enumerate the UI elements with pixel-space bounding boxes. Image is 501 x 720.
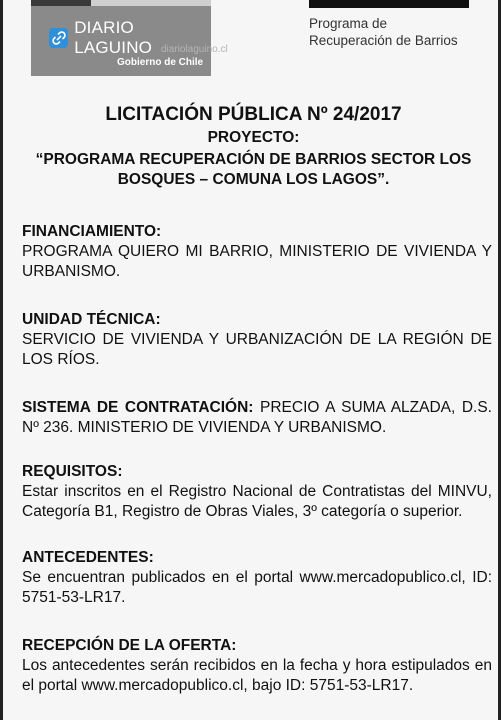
section-body: Estar inscritos en el Registro Nacional de Contratistas del MINVU, Categoría B1, Registro de Obras Viales, 3º categoría o superior.	[22, 483, 492, 520]
section-sistema-contratacion	[22, 398, 492, 438]
program-logo	[309, 15, 458, 49]
section-heading: RECEPCIÓN DE LA OFERTA:	[22, 637, 237, 654]
section-heading: REQUISITOS:	[22, 463, 123, 480]
project-name	[23, 150, 484, 190]
section-heading: SISTEMA DE CONTRATACIÓN:	[22, 399, 254, 416]
program-logo-line: Recuperación de Barrios	[309, 33, 458, 48]
document-title: LICITACIÓN PÚBLICA Nº 24/2017	[105, 104, 402, 125]
section-antecedentes	[22, 548, 492, 608]
section-body: PROGRAMA QUIERO MI BARRIO, MINISTERIO DE VIVIENDA Y URBANISMO.	[22, 243, 492, 280]
section-heading: UNIDAD TÉCNICA:	[22, 311, 161, 328]
section-financiamiento	[22, 222, 492, 282]
program-logo-bar	[309, 0, 469, 8]
section-text: PRECIO A SUMA ALZADA, D.S. Nº 236. MINISTERIO DE VIVIENDA Y URBANISMO.	[22, 399, 492, 436]
logo-stripe	[31, 0, 91, 6]
section-heading: ANTECEDENTES:	[22, 549, 154, 566]
section-body: SERVICIO DE VIVIENDA Y URBANIZACIÓN DE LA REGIÓN DE LOS RÍOS.	[22, 331, 492, 368]
section-heading: FINANCIAMIENTO:	[22, 223, 162, 240]
project-name-line: BOSQUES – COMUNA LOS LAGOS”.	[117, 171, 390, 188]
section-body: Se encuentran publicados en el portal www.mercadopublico.cl, ID: 5751-53-LR17.	[22, 569, 492, 606]
section-recepcion	[22, 636, 492, 696]
section-unidad-tecnica	[22, 310, 492, 370]
logo-stripe	[91, 0, 211, 6]
document-subtitle: PROYECTO:	[207, 129, 300, 146]
section-body	[22, 398, 492, 438]
section-requisitos	[22, 462, 492, 522]
link-icon	[49, 28, 68, 48]
watermark-url: diariolaguino.cl	[161, 44, 228, 55]
brand-text: DIARIO LAGUINO	[74, 18, 153, 57]
section-body: Los antecedentes serán recibidos en la fecha y hora estipulados en el portal www.mercadopublico.cl, bajo ID: 5751-53-LR17.	[22, 657, 492, 694]
gobierno-logo	[31, 0, 228, 76]
gobierno-label: Gobierno de Chile	[117, 57, 204, 68]
program-logo-line: Programa de	[309, 16, 388, 31]
project-name-line: “PROGRAMA RECUPERACIÓN DE BARRIOS SECTOR LOS	[35, 151, 472, 168]
